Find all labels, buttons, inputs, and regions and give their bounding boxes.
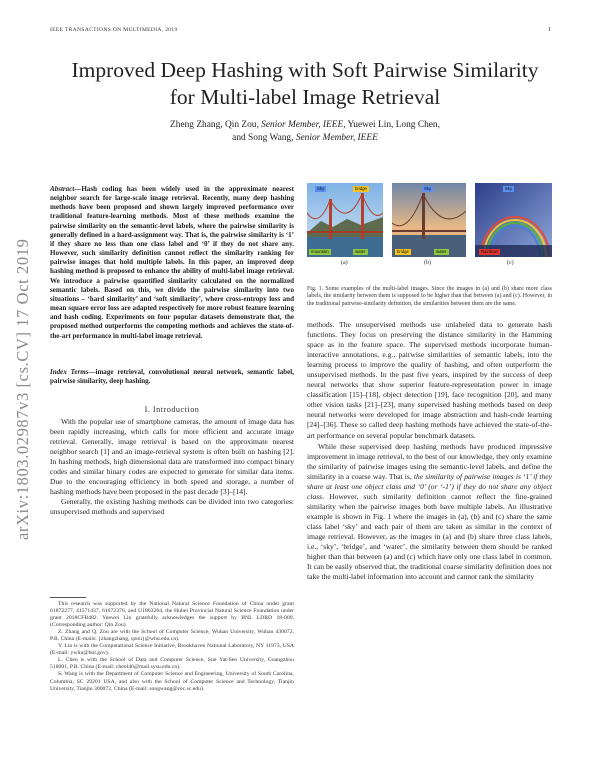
bridge-photo-b (392, 183, 466, 257)
intro-body (50, 417, 294, 517)
figure-caption: Fig. 1. Some examples of the multi-label images. Since the images in (a) and (b) share more class labels, the similarity between them is supposed to be higher than that between (a) and (c). However, in the traditional pairwise-similarity definition, the similarities between them are the same. (307, 286, 552, 307)
index-terms (50, 368, 294, 386)
author-line-1 (75, 119, 535, 132)
section-heading: I. Introduction (144, 405, 200, 414)
bridge-photo-a (307, 183, 383, 257)
footnote: This research was supported by the National Natural Science Foundation of China under grant 61872277, 41571437, 61672376, and U1803264, the Hubei Provincial Natural Science Foundation under grant 2018CFB482. Yuewei Lin gratefully acknowledges the support by BNL LDRD 18-009. (Corresponding author: Qin Zou) (50, 601, 294, 629)
figure-panel-b (392, 183, 466, 257)
intro-paragraph: With the popular use of smartphone cameras, the amount of image data has been rapidly increasing, which calls for more efficient and accurate image retrieval. Generally, image retrieval is based on the approximate nearest neighbor search [1] and an image-retrieval system is often built on hashing [2]. In hashing methods, high dimensional data are transformed into compact binary codes and similar binary codes are expected to generate for similar data items. Due to the encouraging efficiency in both speed and storage, a number of hashing methods have been proposed in the past decade [3]–[14]. (50, 417, 294, 497)
body-paragraph (307, 442, 552, 583)
footnote: Y. Lin is with the Computational Science Initiative, Brookhaven National Laboratory, NY 11973, USA (E-mail: ywlin@bnl.gov). (50, 643, 294, 657)
running-header: IEEE TRANSACTIONS ON MULTIMEDIA, 2019 (50, 27, 178, 33)
arxiv-side-stamp: arXiv:1803.02987v3 [cs.CV] 17 Oct 2019 (13, 238, 32, 540)
label-tag-sky: Sky (317, 186, 325, 191)
label-tag-water: water (355, 249, 366, 254)
panel-label-b: (b) (424, 260, 431, 266)
page-number: 1 (548, 27, 551, 33)
author-role-1: Senior Member, IEEE (261, 120, 344, 130)
author-role-2: Senior Member, IEEE (295, 133, 378, 143)
figure-panel-a (307, 183, 383, 257)
paper-title: Improved Deep Hashing with Soft Pairwise Similarity for Multi-label Image Retrieval (71, 58, 539, 109)
footnote-rule (50, 597, 86, 598)
abstract (50, 185, 294, 341)
emphasis-text: the similarity of pairwise images is ‘1’ if they share at least one object class and ‘0’ (or ‘-1’) if they do not share any object class (307, 471, 552, 501)
right-column-body (307, 320, 552, 582)
footnote: S. Wang is with the Department of Computer Science and Engineering, University of South Carolina, Columbia, SC 29201 USA, and also with the School of Computer Science and Technology, Tianjin University, Tianjin 300072, China (E-mail: songwang@cec.sc.edu). (50, 671, 294, 692)
author-names-2: , Yuewei Lin, Long Chen, (343, 120, 440, 130)
author-list (75, 119, 535, 145)
intro-paragraph: Generally, the existing hashing methods can be divided into two categories: unsupervised methods and supervised (50, 497, 294, 517)
rainbow-photo-c (475, 183, 552, 257)
abstract-text: —Hash coding has been widely used in the approximate nearest neighbor search for large-scale image retrieval. Recently, many deep hashing methods have been proposed and shown largely improved performance over traditional feature-learning methods. Most of these methods examine the pairwise similarity on the semantic-level labels, where the pairwise similarity is generally defined in a hard-assignment way. That is, the pairwise similarity is ‘1’ if they share no less than one class label and ‘0’ if they do not share any. However, such similarity definition cannot reflect the similarity ranking for pairwise images that hold multiple labels. In this paper, an improved deep hashing method is proposed to enhance the ability of multi-label image retrieval. We introduce a pairwise quantified similarity calculated on the normalized semantic labels. Based on this, we divide the pairwise similarity into two situations – ‘hard similarity’ and ‘soft similarity’, where cross-entropy loss and mean square error loss are adapted respectively for more robust feature learning and hash coding. Experiments on four popular datasets demonstrate that, the proposed method outperforms the competing methods and achieves the state-of-the-art performance in multi-label image retrieval. (50, 185, 294, 340)
body-text-run: While these supervised deep hashing methods have produced impressive improvement in image retrieval, to the best of our knowledge, they only examine the similarity of pairwise images using the semantic-level labels, and define the similarity in a coarse way. That is, (307, 441, 552, 481)
footnote: L. Chen is with the School of Data and Computer Science, Sun Yat-Sen University, Guangzhou 518001, P.R. China (E-mail: chenl46@mail.sysu.edu.cn). (50, 657, 294, 671)
label-tag-bridge: bridge (397, 249, 409, 254)
footnote: Z. Zhang and Q. Zou are with the School of Computer Science, Wuhan University, Wuhan 430072, P.R. China (E-mails: {zhangzhang, qzou}@whu.edu.cn). (50, 629, 294, 643)
author-names-3: and Song Wang, (232, 133, 296, 143)
panel-label-c: (c) (507, 260, 514, 266)
label-tag-sky: Sky (424, 186, 432, 191)
panel-label-a: (a) (341, 260, 348, 266)
body-text-run: . However, such similarity definition cannot reflect the fine-grained similarity when the pairwise images both have multiple labels. An illustrative example is shown in Fig. 1 where the images in (a), (b) and (c) share the same class label ‘sky’ and each pair of them are taken as similar in the context of image retrieval. However, as the images in (a) and (b) share three class labels, i.e., ‘sky’, ‘bridge’, and ‘water’, the similarity between them should be ranked higher than that between (a) and (c) which have only one class label in common. It can be easily observed that, the traditional coarse similarity definition does not take the multi-label information into account and cannot rank the similarity (307, 491, 552, 582)
abstract-lead: Abstract (50, 185, 75, 193)
figure-panel-c (475, 183, 552, 257)
index-terms-text: —image retrieval, convolutional neural network, semantic label, pairwise similarity, deep hashing. (50, 368, 294, 386)
label-tag-rainbow: Rainbow (481, 249, 498, 254)
label-tag-sky: Sky (505, 186, 513, 191)
label-tag-water: water (436, 249, 447, 254)
figure-1 (307, 183, 552, 268)
label-tag-mountain: mountain (311, 249, 329, 254)
author-names-1: Zheng Zhang, Qin Zou, (170, 120, 262, 130)
body-paragraph: methods. The unsupervised methods use unlabeled data to generate hash functions. They focus on preserving the distance similarity in the Hamming space as in the feature space. The supervised methods incorporate human-interactive annotations, e.g., pairwise similarities of semantic labels, into the learning process to improve the quality of hashing, and often outperform the unsupervised methods. In the past five years, inspired by the success of deep neural networks that show superior feature-representation power in image classification [15]–[18], object detection [19], face recognition [20], and many other vision tasks [21]–[23], many supervised hashing methods based on deep neural networks were developed for image abstraction and hash-code learning [24]–[36]. These so called deep hashing methods have achieved the state-of-the-art performance on several popular benchmark datasets. (307, 320, 552, 440)
footnotes (50, 601, 294, 693)
author-line-2 (75, 132, 535, 145)
index-terms-lead: Index Terms (50, 368, 89, 376)
label-tag-bridge: bridge (355, 186, 367, 191)
